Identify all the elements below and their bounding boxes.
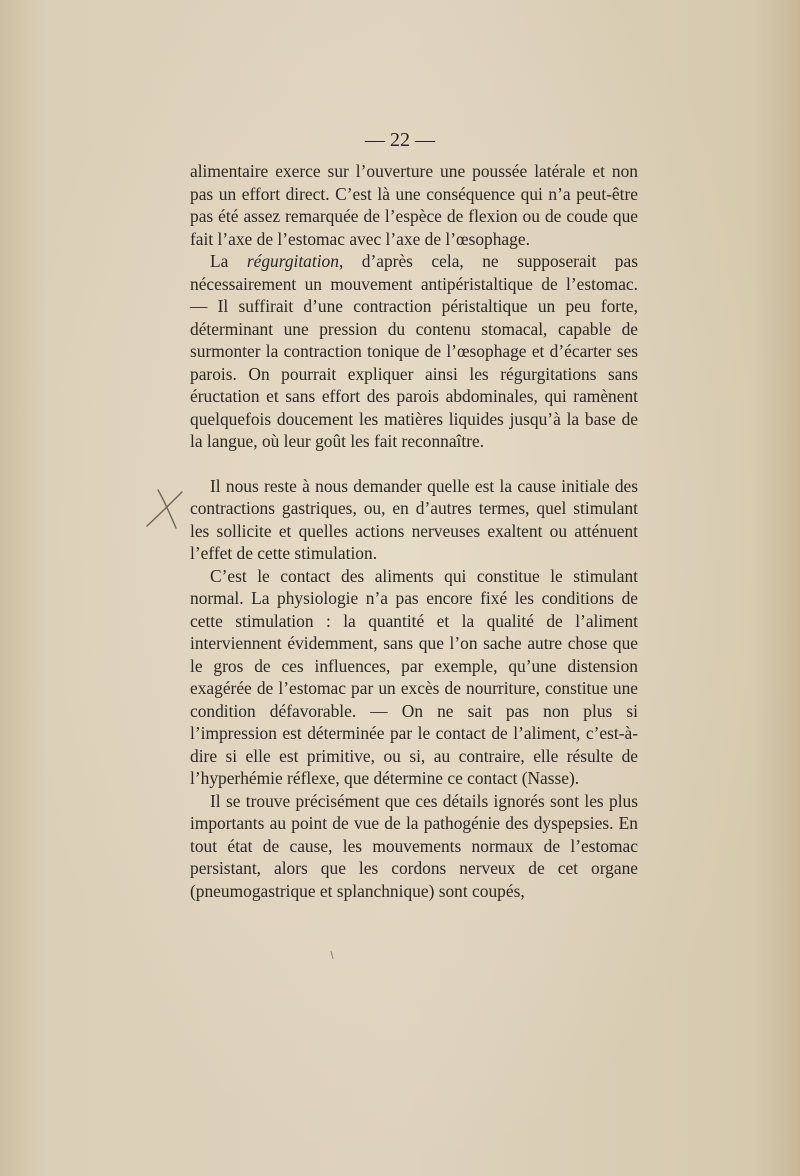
paragraph-2-body: , d’après cela, ne supposerait pas nécessairement un mouvement antipéristaltique de l’estomac. — Il suffirait d’une contraction péristaltique un peu forte, déterminant une pression du contenu stomacal, capable de surmonter la contraction tonique de l’œsophage et d’écarter ses parois. On pourrait expliquer ainsi les régurgitations sans éructation et sans effort des parois abdominales, qui ramènent quelquefois doucement les matières liquides jusqu’à la base de la langue, où leur goût les fait reconnaître.	[190, 251, 638, 451]
body-text	[190, 160, 638, 902]
paragraph-2	[190, 250, 638, 453]
handwritten-x-mark-icon	[144, 486, 186, 532]
page-number: — 22 —	[365, 129, 435, 151]
paragraph-4: C’est le contact des aliments qui constitue le stimulant normal. La physiologie n’a pas encore fixé les conditions de cette stimulation : la quantité et la qualité de l’aliment interviennent évidemment, sans que l’on sache autre chose que le gros de ces influences, par exemple, qu’une distension exagérée de l’estomac par un excès de nourriture, constitue une condition défavorable. — On ne sait pas non plus si l’impression est déterminée par le contact de l’aliment, c’est-à-dire si elle est primitive, ou si, au contraire, elle résulte de l’hyperhémie réflexe, que détermine ce contact (Nasse).	[190, 565, 638, 788]
paragraph-5: Il se trouve précisément que ces détails ignorés sont les plus importants au point de vue de la pathogénie des dyspepsies. En tout état de cause, les mouvements normaux de l’estomac persistant, alors que les cordons nerveux de cet organe (pneumogastrique et splanchnique) sont coupés,	[190, 790, 638, 901]
paragraph-1: alimentaire exerce sur l’ouverture une poussée latérale et non pas un effort direct. C’est là une conséquence qui n’a peut-être pas été assez remarquée de l’espèce de flexion ou de coude que fait l’axe de l’estomac avec l’axe de l’œsophage.	[190, 161, 638, 249]
paragraph-2-lead: La	[210, 251, 247, 271]
italic-term: régurgitation	[246, 251, 339, 271]
paragraph-3: Il nous reste à nous demander quelle est la cause initiale des contractions gastriques, ou, en d’autres termes, quel stimulant les sollicite et quelles actions nerveuses exaltent ou atténuent l’effet de cette stimulation.	[190, 475, 638, 563]
pencil-tick-icon	[330, 950, 334, 960]
